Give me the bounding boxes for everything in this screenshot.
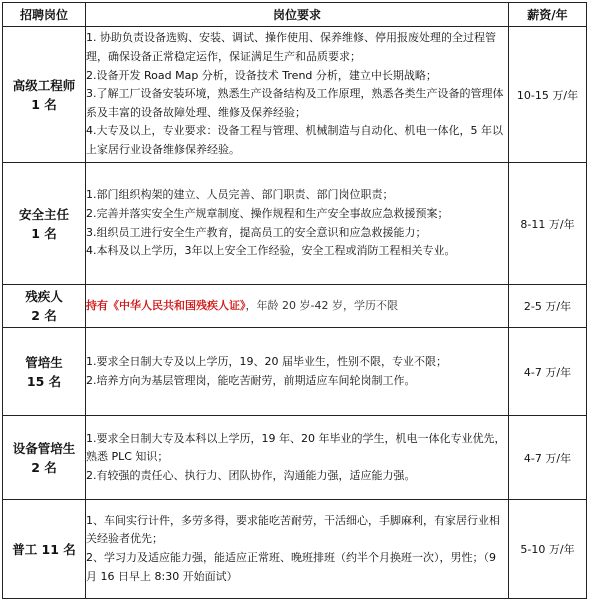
header-requirements: 岗位要求 <box>86 3 509 27</box>
table-row <box>3 416 587 500</box>
salary-cell: 10-15 万/年 <box>509 27 587 163</box>
requirement-item: 1.要求全日制大专及本科以上学历，19 年、20 年毕业的学生，机电一体化专业优先，熟悉 PLC 知识； <box>86 431 506 464</box>
salary-cell: 2-5 万/年 <box>509 285 587 328</box>
salary-cell: 4-7 万/年 <box>509 416 587 500</box>
requirement-item: ，年龄 20 岁-42 岁，学历不限 <box>245 298 398 312</box>
header-position: 招聘岗位 <box>3 3 86 27</box>
salary-cell: 4-7 万/年 <box>509 328 587 416</box>
requirement-item: 3.了解工厂设备安装环境，熟悉生产设备结构及工作原理，熟悉各类生产设备的管理体系及丰富的设备故障处理、维修及保养经验； <box>86 87 504 119</box>
position-cell <box>3 500 86 599</box>
table-row <box>3 500 587 599</box>
position-title: 设备管培生 <box>12 440 76 456</box>
salary-cell: 8-11 万/年 <box>509 163 587 285</box>
recruitment-table <box>2 2 587 599</box>
salary-cell: 5-10 万/年 <box>509 500 587 599</box>
requirements-cell <box>86 416 509 500</box>
requirement-item: 1.部门组织构架的建立、人员完善、部门职责、部门岗位职责； <box>86 188 394 202</box>
requirement-item: 1.要求全日制大专及以上学历，19、20 届毕业生，性别不限，专业不限； <box>86 354 447 368</box>
position-count: 1 名 <box>31 225 57 241</box>
position-count: 15 名 <box>26 373 62 389</box>
requirements-cell <box>86 163 509 285</box>
position-count: 2 名 <box>31 459 57 475</box>
position-title: 安全主任 <box>18 206 69 222</box>
position-cell <box>3 416 86 500</box>
requirement-item: 4.大专及以上，专业要求：设备工程与管理、机械制造与自动化、机电一体化，5 年以上家居行业设备维修保养经验。 <box>86 124 503 156</box>
position-cell <box>3 27 86 163</box>
position-title: 管培生 <box>25 354 63 370</box>
requirements-cell <box>86 27 509 163</box>
table-row <box>3 285 587 328</box>
table-row <box>3 163 587 285</box>
header-salary: 薪资/年 <box>509 3 587 27</box>
requirement-item: 2.有较强的责任心、执行力、团队协作，沟通能力强，适应能力强。 <box>86 468 416 482</box>
disability-cert-highlight: 持有《中华人民共和国残疾人证》 <box>86 298 246 312</box>
position-cell <box>3 328 86 416</box>
requirements-cell <box>86 500 509 599</box>
position-count: 2 名 <box>31 308 57 323</box>
requirement-item: 1. 协助负责设备选购、安装、调试、操作使用、保养维修、停用报废处理的全过程管理，确保设备正常稳定运作，保证满足生产和品质要求； <box>86 31 496 64</box>
requirement-item: 4.本科及以上学历，3年以上安全工作经验，安全工程或消防工程相关专业。 <box>86 244 456 258</box>
position-count: 1 名 <box>31 96 57 112</box>
requirements-cell <box>86 328 509 416</box>
position-cell <box>3 163 86 285</box>
table-row <box>3 328 587 416</box>
position-title: 高级工程师 <box>12 77 76 93</box>
requirement-item: 1、车间实行计件，多劳多得，要求能吃苦耐劳，干活细心，手脚麻利，有家居行业相关经验者优先； <box>86 513 500 546</box>
position-title: 普工 11 名 <box>12 541 76 557</box>
requirement-item: 2.培养方向为基层管理岗，能吃苦耐劳，前期适应车间轮岗制工作。 <box>86 373 416 387</box>
header-row <box>3 3 587 27</box>
position-title: 残疾人 <box>25 289 63 304</box>
position-cell <box>3 285 86 328</box>
table-row <box>3 27 587 163</box>
requirement-item: 2.完善并落实安全生产规章制度、操作规程和生产安全事故应急救援预案； <box>86 206 449 220</box>
requirement-item: 3.组织员工进行安全生产教育，提高员工的安全意识和应急救援能力； <box>86 225 427 239</box>
requirement-item: 2.设备开发 Road Map 分析，设备技术 Trend 分析，建立中长期战略； <box>86 68 437 82</box>
requirement-item: 2、学习力及适应能力强，能适应正常班、晚班排班（约半个月换班一次），男性；（9 月 16 日早上 8:30 开始面试） <box>86 551 496 583</box>
requirements-cell <box>86 285 509 328</box>
